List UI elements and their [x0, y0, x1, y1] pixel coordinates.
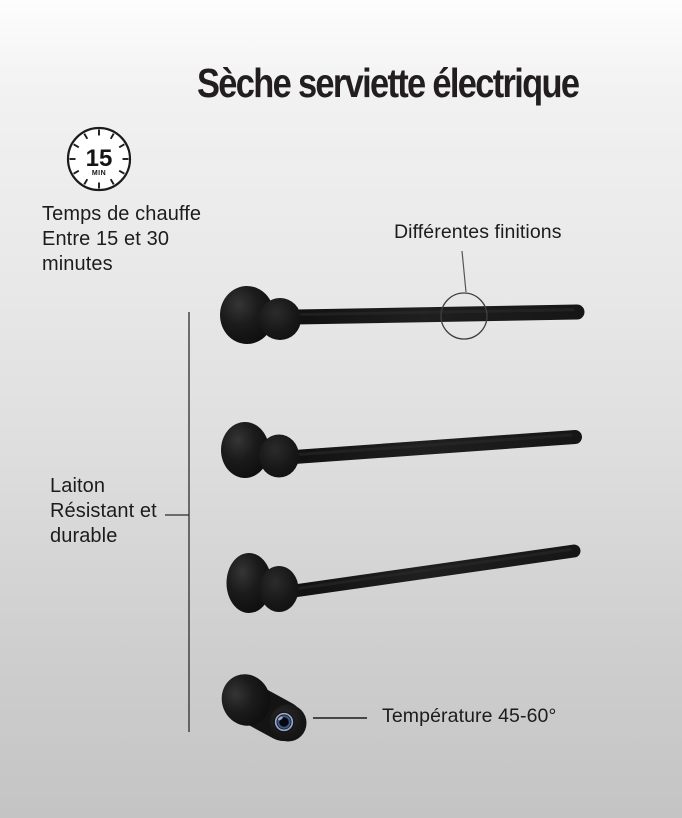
towel-bar-1: [220, 286, 577, 344]
thermostat-knob: [214, 667, 306, 742]
heat-time-line-3: minutes: [42, 253, 113, 275]
material-line-2: Résistant et: [50, 500, 157, 522]
material-line-3: durable: [50, 525, 118, 547]
material-line-1: Laiton: [50, 475, 106, 497]
towel-bar-3-mount-face: [260, 566, 299, 612]
heat-time-line-1: Temps de chauffe: [42, 203, 202, 225]
towel-bar-2: [221, 422, 575, 478]
towel-bar-3: [227, 550, 575, 614]
towel-bar-3-rod-highlight: [298, 550, 570, 589]
towel-bar-2-rod: [294, 437, 575, 457]
material-leader-line: [165, 312, 189, 732]
finishes-leader-line: [462, 251, 466, 292]
finishes-label: Différentes finitions: [394, 221, 562, 243]
heat-time-line-2: Entre 15 et 30: [42, 228, 170, 250]
page-title: Sèche serviette électrique: [197, 60, 579, 106]
towel-bar-2-mount-face: [259, 435, 299, 478]
temperature-label: Température 45-60°: [382, 705, 557, 727]
clock-minutes-unit: MIN: [91, 170, 107, 177]
clock-minutes-value: 15: [85, 145, 113, 172]
towel-bar-3-rod: [294, 551, 574, 591]
towel-bar-1-mount-face: [259, 298, 301, 340]
